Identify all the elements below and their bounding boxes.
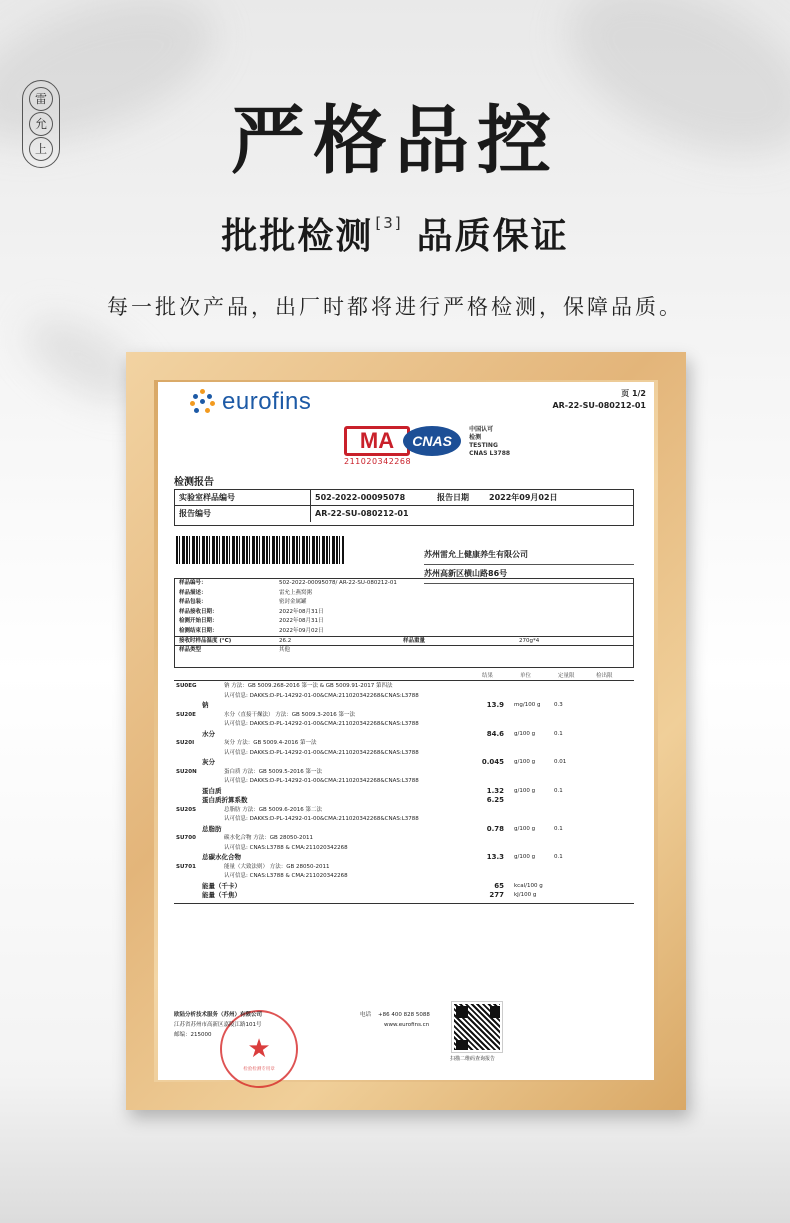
spacer xyxy=(294,787,452,797)
test-code: SU20E xyxy=(176,711,196,718)
official-stamp: ★ 检验检测专用章 xyxy=(220,1010,298,1088)
spacer xyxy=(174,815,224,825)
result-limit: 0.1 xyxy=(554,854,563,860)
test-code: SU20N xyxy=(176,768,197,775)
results-header-cell: 定量限 xyxy=(558,673,575,679)
spacer xyxy=(594,825,634,835)
client-name: 苏州雷允上健康养生有限公司 xyxy=(424,546,634,565)
tagline: 每一批次产品，出厂时都将进行严格检测，保障品质。 xyxy=(107,295,683,319)
result-row xyxy=(174,701,634,711)
barcode xyxy=(176,536,344,564)
spacer xyxy=(594,758,634,768)
spacer xyxy=(294,796,452,806)
result-name: 水分 xyxy=(202,729,215,738)
result-row xyxy=(174,730,634,740)
id-label: 实验室样品编号 xyxy=(175,490,311,505)
result-row xyxy=(174,787,634,797)
result-name: 蛋白质折算系数 xyxy=(202,796,248,804)
result-name: 总碳水化合物 xyxy=(202,853,241,861)
spacer xyxy=(174,720,224,730)
lab-phone: +86 400 828 5088 xyxy=(378,1012,430,1018)
result-accred-line xyxy=(174,720,634,730)
brand-char: 上 xyxy=(29,137,53,161)
result-accred-line xyxy=(174,777,634,787)
result-unit: g/100 g xyxy=(514,825,536,832)
spacer xyxy=(594,853,634,863)
result-value: 84.6 xyxy=(486,729,504,738)
test-code: SU20S xyxy=(176,806,197,813)
report-title: 检测报告 xyxy=(174,477,214,488)
page-label: 页 1/2 xyxy=(621,389,646,398)
test-method: 水分（直接干燥法） 方法：GB 5009.3-2016 第一法 xyxy=(224,711,356,718)
results-header-cell: 单位 xyxy=(520,673,532,679)
result-unit: mg/100 g xyxy=(514,702,541,708)
cma-logo: MA xyxy=(344,426,410,456)
eurofins-logo xyxy=(190,388,311,416)
results-end-rule xyxy=(174,903,634,904)
id-label: 报告日期 xyxy=(437,493,469,502)
result-method-line xyxy=(174,768,634,778)
accreditation-info: 认可信息: CNAS:L3788 & CMA:211020342268 xyxy=(224,844,348,851)
result-accred-line xyxy=(174,692,634,702)
accreditation-info: 认可信息: DAKKS:D-PL-14292-01-00&CMA:211020342268&CNAS:L3788 xyxy=(224,778,419,784)
spacer xyxy=(294,853,452,863)
spacer xyxy=(174,692,224,702)
test-report: eurofins 页 1/2 AR-22-SU-080212-01 MA 211020342268 CNAS 中国认可 检测 TESTING CNAS L3788 检测报告 实验室样品编号 502-2022-00095078 报告日期 2022年09月02日 报告编号 AR-22-SU-080212-01 苏州雷允上健康养生有限公司 苏州高新区横山路86号 样品编号： 502-2022-00095078/ AR-22-SU-080212-01 样品描述： 雷允上燕窝粥 样品包装： 密封金属罐 样品接收日期： 2022年08月31日 检测开始日期： 2022年08月31日 检测结束日期： 2022年09月02日 接收时样品温度 (°C) 26.2 样品重量 270g*4 样品类型 其他 结果 单位 定量限 检出限 SU0EG 钠 方法：GB 5009.268-2016 第一法 & GB 5009.91-2017 第四法 认可信息: DAKKS:D-PL-14292-01-00&CMA:211020342268&CNAS:L3788 钠 13.9 mg/100 g 0.3 SU20E 水分（直接干燥法） 方法：GB 5009.3-2016 第一法 认可信息: DAKKS:D-PL-14292-01-00&CMA:211020342268&CNAS:L3788 水分 84.6 g/100 g 0.1 SU20I 灰分 方法：GB 5009.4-2016 第一法 认可信息: DAKKS:D-PL-14292-01-00&CMA:211020342268&CNAS:L3788 灰分 0.045 g/100 g 0.01 SU20N 蛋白质 方法：GB 5009.5-2016 第一法 认可信息: DAKKS:D-PL-14292-01-00&CMA:211020342268&CNAS:L3788 蛋白质 1.32 g/100 g 0.1 蛋白质折算系数 6.25 SU20S 总脂肪 方法：GB 5009.6-2016 第二法 认可信息: DAKKS:D-PL-14292-01-00&CMA:211020342268&CNAS:L3788 总脂肪 0.78 g/100 g 0.1 SU700 碳水化合物 方法：GB 28050-2011 认可信息: CNAS:L3788 & CMA:211020342268 总碳水化合物 13.3 g/100 g 0.1 SU701 能量（大致法则） 方法：GB 28050-2011 认可信息: CNAS:L3788 & CMA:211020342268 能量（千卡） 65 kcal/100 g 能量（千焦） 277 kJ/100 g ★ 检验检测专用章 欧陆分析技术服务（苏州）有限公司 江苏省苏州市高新区嘉陵江路101号 邮编：215000 电话 +86 400 828 5088 www.eurofins.cn 扫描二维码查询报告 xyxy=(158,382,654,1080)
result-row xyxy=(174,891,634,901)
result-limit: 0.01 xyxy=(554,759,567,765)
result-limit: 0.3 xyxy=(554,702,563,708)
result-accred-line xyxy=(174,844,634,854)
accreditation-info: 认可信息: DAKKS:D-PL-14292-01-00&CMA:211020342268&CNAS:L3788 xyxy=(224,749,419,756)
result-row xyxy=(174,825,634,835)
result-value: 277 xyxy=(489,891,504,899)
result-unit: kJ/100 g xyxy=(514,892,537,898)
eurofins-dots-icon xyxy=(190,389,216,415)
result-unit: g/100 g xyxy=(514,854,536,860)
footnote-ref: [3] xyxy=(375,214,403,232)
cma-number: 211020342268 xyxy=(344,457,412,466)
page-number xyxy=(552,388,646,412)
result-unit: g/100 g xyxy=(514,759,536,765)
spacer xyxy=(594,882,634,892)
accreditation-info: 认可信息: CNAS:L3788 & CMA:211020342268 xyxy=(224,873,348,879)
spacer xyxy=(594,787,634,797)
result-row xyxy=(174,853,634,863)
results-header-cell: 检出限 xyxy=(596,673,613,679)
lab-website: www.eurofins.cn xyxy=(384,1022,430,1028)
result-unit: kcal/100 g xyxy=(514,882,543,889)
results-header-cell: 结果 xyxy=(482,673,494,679)
accreditation-info: 认可信息: DAKKS:D-PL-14292-01-00&CMA:211020342268&CNAS:L3788 xyxy=(224,816,419,822)
result-row xyxy=(174,882,634,892)
accreditation-info: 认可信息: DAKKS:D-PL-14292-01-00&CMA:211020342268&CNAS:L3788 xyxy=(224,721,419,727)
test-method: 碳水化合物 方法：GB 28050-2011 xyxy=(224,835,314,841)
spacer xyxy=(594,891,634,901)
subtitle-part-2: 品质保证 xyxy=(416,216,569,257)
spacer xyxy=(294,701,452,711)
test-method: 蛋白质 方法：GB 5009.5-2016 第一法 xyxy=(224,768,323,775)
result-value: 1.32 xyxy=(486,786,504,795)
result-row xyxy=(174,796,634,806)
page-headline: 严格品控 xyxy=(231,98,559,184)
test-code: SU20I xyxy=(176,740,195,746)
lab-name: 欧陆分析技术服务（苏州）有限公司 xyxy=(174,1012,263,1018)
spacer xyxy=(174,844,224,854)
result-method-line xyxy=(174,682,634,692)
result-accred-line xyxy=(174,872,634,882)
qr-caption: 扫描二维码查询报告 xyxy=(450,1056,496,1062)
result-method-line xyxy=(174,834,634,844)
spacer xyxy=(594,701,634,711)
result-unit: g/100 g xyxy=(514,787,536,794)
cnas-logo: CNAS xyxy=(403,426,461,456)
id-value: 2022年09月02日 xyxy=(489,493,558,502)
test-method: 钠 方法：GB 5009.268-2016 第一法 & GB 5009.91-2017 第四法 xyxy=(224,683,393,689)
lab-zip: 邮编：215000 xyxy=(174,1032,212,1038)
spacer xyxy=(594,796,634,806)
report-code: AR-22-SU-080212-01 xyxy=(552,401,646,410)
result-unit: g/100 g xyxy=(514,730,536,737)
result-value: 0.78 xyxy=(486,824,504,833)
result-name: 能量（千焦） xyxy=(202,891,241,899)
result-limit: 0.1 xyxy=(554,787,563,794)
result-row xyxy=(174,758,634,768)
brand-char: 雷 xyxy=(29,87,53,111)
spacer xyxy=(174,777,224,787)
report-id-box xyxy=(174,489,634,526)
client-address: 苏州高新区横山路86号 xyxy=(424,565,634,584)
eurofins-wordmark: eurofins xyxy=(222,388,312,415)
spacer xyxy=(294,730,452,740)
result-method-line xyxy=(174,806,634,816)
spacer xyxy=(294,882,452,892)
accreditation-info: 认可信息: DAKKS:D-PL-14292-01-00&CMA:211020342268&CNAS:L3788 xyxy=(224,692,419,699)
accreditation-logos xyxy=(344,426,510,466)
test-method: 灰分 方法：GB 5009.4-2016 第一法 xyxy=(224,740,317,746)
result-name: 灰分 xyxy=(202,758,215,766)
results-table xyxy=(174,672,634,904)
result-method-line xyxy=(174,711,634,721)
spacer xyxy=(174,749,224,759)
test-code: SU700 xyxy=(176,835,196,841)
result-accred-line xyxy=(174,815,634,825)
results-block xyxy=(174,680,634,901)
spacer xyxy=(294,891,452,901)
result-name: 能量（千卡） xyxy=(202,881,241,890)
cnas-caption: 中国认可 检测 TESTING CNAS L3788 xyxy=(469,426,511,457)
result-limit xyxy=(554,891,594,901)
spacer xyxy=(174,872,224,882)
result-limit: 0.1 xyxy=(554,730,563,737)
spacer xyxy=(294,825,452,835)
result-value: 65 xyxy=(494,881,504,890)
test-method: 能量（大致法则） 方法：GB 28050-2011 xyxy=(224,863,330,870)
id-value: 502-2022-00095078 xyxy=(315,493,406,502)
results-header xyxy=(174,672,634,680)
result-value: 13.9 xyxy=(486,701,504,709)
subtitle-part-1: 批批检测 xyxy=(221,216,374,257)
result-value: 13.3 xyxy=(486,853,504,861)
id-value: AR-22-SU-080212-01 xyxy=(315,509,409,518)
spacer xyxy=(294,758,452,768)
result-value: 0.045 xyxy=(481,758,504,766)
test-code: SU701 xyxy=(176,863,196,870)
lab-address: 江苏省苏州市高新区嘉陵江路101号 xyxy=(174,1022,262,1028)
result-limit xyxy=(554,796,594,806)
result-value: 6.25 xyxy=(486,796,504,804)
test-code: SU0EG xyxy=(176,683,197,689)
result-name: 钠 xyxy=(202,701,209,709)
result-method-line xyxy=(174,739,634,749)
result-name: 蛋白质 xyxy=(202,786,222,795)
result-unit xyxy=(514,796,554,806)
star-icon: ★ xyxy=(247,1034,271,1064)
qr-code xyxy=(452,1002,502,1052)
result-limit xyxy=(554,882,594,892)
result-name: 总脂肪 xyxy=(202,824,222,833)
test-method: 总脂肪 方法：GB 5009.6-2016 第二法 xyxy=(224,806,323,813)
sample-info: 样品编号： 502-2022-00095078/ AR-22-SU-080212-01 样品描述： 雷允上燕窝粥 样品包装： 密封金属罐 样品接收日期： 2022年08月31日 检测开始日期： 2022年08月31日 检测结束日期： 2022年09月02日 接收时样品温度 (°C) 26.2 样品重量 270g*4 样品类型 其他 xyxy=(174,578,634,668)
spacer xyxy=(594,730,634,740)
result-limit: 0.1 xyxy=(554,825,563,832)
result-method-line xyxy=(174,863,634,873)
id-label: 报告编号 xyxy=(175,506,311,522)
page-subtitle xyxy=(0,208,790,259)
result-accred-line xyxy=(174,749,634,759)
brand-char: 允 xyxy=(29,112,53,136)
